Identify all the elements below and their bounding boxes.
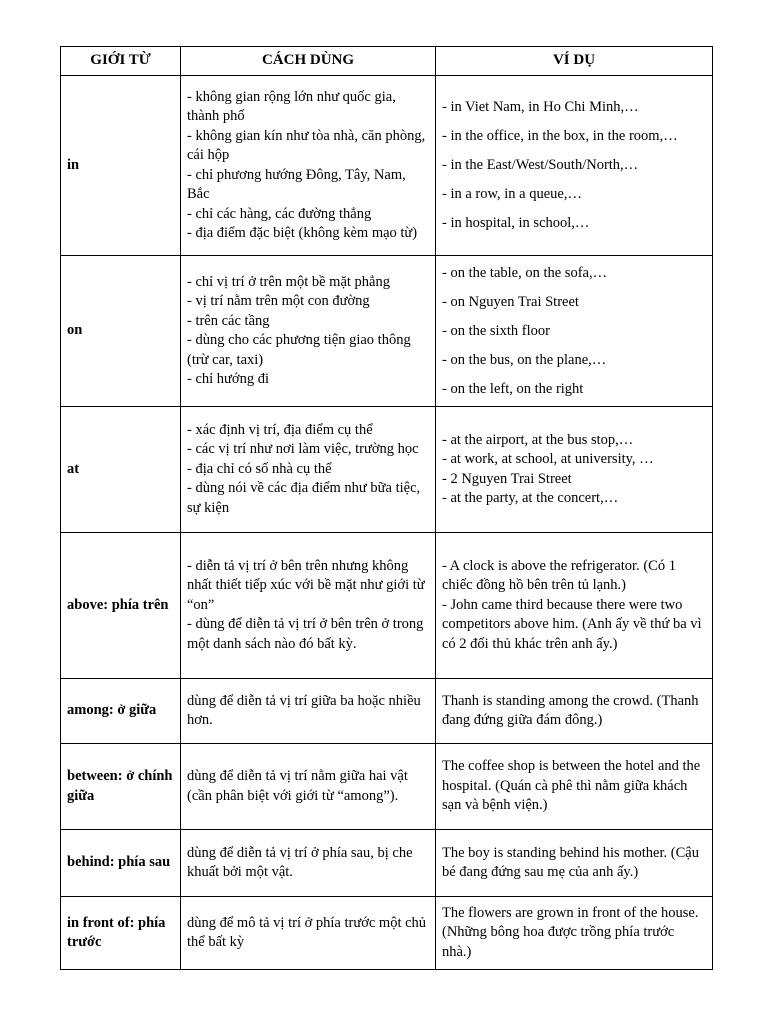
example-line: - 2 Nguyen Trai Street — [442, 470, 572, 487]
table-row — [61, 897, 713, 970]
example-line: Thanh is standing among the crowd. (Thanh đang đứng giữa đám đông.) — [442, 692, 699, 728]
usage-line: - vị trí nằm trên một con đường — [187, 293, 370, 309]
table-row — [61, 256, 713, 407]
header-preposition: GIỚI TỪ — [61, 47, 181, 76]
usage-line: - diễn tả vị trí ở bên trên nhưng không nhất thiết tiếp xúc với bề mặt như giới từ “on” — [187, 557, 425, 613]
usage-cell — [181, 897, 436, 970]
preposition-cell: at — [61, 407, 181, 533]
preposition-cell: in — [61, 76, 181, 256]
preposition-cell: among: ở giữa — [61, 679, 181, 744]
example-cell — [436, 897, 713, 970]
example-line: - A clock is above the refrigerator. (Có 1 chiếc đồng hồ bên trên tủ lạnh.) — [442, 557, 676, 594]
usage-cell — [181, 744, 436, 830]
usage-line: - dùng cho các phương tiện giao thông (trừ car, taxi) — [187, 332, 411, 368]
example-cell — [436, 679, 713, 744]
table-row — [61, 679, 713, 744]
usage-cell — [181, 407, 436, 533]
usage-line: - chỉ vị trí ở trên một bề mặt phẳng — [187, 273, 390, 290]
example-line: - on the sixth floor — [442, 322, 550, 339]
usage-line: - chỉ các hàng, các đường thẳng — [187, 205, 372, 222]
example-line: - in a row, in a queue,… — [442, 186, 582, 202]
example-cell — [436, 830, 713, 897]
table-row — [61, 407, 713, 533]
example-line: The boy is standing behind his mother. (Cậu bé đang đứng sau mẹ của anh ấy.) — [442, 844, 699, 880]
usage-line: - địa điểm đặc biệt (không kèm mạo từ) — [187, 225, 418, 241]
usage-line: - địa chỉ có số nhà cụ thể — [187, 460, 332, 477]
example-cell — [436, 407, 713, 533]
usage-line: - dùng để diễn tả vị trí ở bên trên ở trong một danh sách nào đó bất kỳ. — [187, 616, 424, 652]
header-row — [61, 47, 713, 76]
preposition-cell: behind: phía sau — [61, 830, 181, 897]
example-cell — [436, 533, 713, 679]
usage-cell — [181, 76, 436, 256]
usage-cell — [181, 256, 436, 407]
usage-line: dùng để mô tả vị trí ở phía trước một chủ thể bất kỳ — [187, 914, 427, 950]
header-usage: CÁCH DÙNG — [181, 47, 436, 76]
example-cell — [436, 256, 713, 407]
table-row — [61, 830, 713, 897]
example-line: - on Nguyen Trai Street — [442, 293, 579, 310]
preposition-cell: between: ở chính giữa — [61, 744, 181, 830]
preposition-cell: on — [61, 256, 181, 407]
table-row — [61, 533, 713, 679]
usage-line: dùng để diễn tả vị trí giữa ba hoặc nhiều hơn. — [187, 692, 421, 728]
usage-line: - không gian kín như tòa nhà, căn phòng, cái hộp — [187, 127, 426, 163]
preposition-cell: above: phía trên — [61, 533, 181, 679]
example-line: The coffee shop is between the hotel and the hospital. (Quán cà phê thì nằm giữa khách sạn và bệnh viện.) — [442, 758, 701, 814]
usage-line: - không gian rộng lớn như quốc gia, thành phố — [187, 88, 396, 124]
prepositions-table — [60, 46, 713, 970]
example-line: - in Viet Nam, in Ho Chi Minh,… — [442, 99, 639, 115]
example-line: - in the office, in the box, in the room,… — [442, 128, 678, 144]
example-line: - at the party, at the concert,… — [442, 490, 619, 506]
usage-line: - chỉ hướng đi — [187, 371, 269, 387]
example-line: - in hospital, in school,… — [442, 215, 590, 231]
usage-line: - trên các tầng — [187, 312, 270, 329]
example-line: - on the table, on the sofa,… — [442, 264, 608, 281]
example-cell — [436, 76, 713, 256]
example-line: - on the left, on the right — [442, 380, 584, 397]
table-row — [61, 744, 713, 830]
usage-line: dùng để diễn tả vị trí nằm giữa hai vật (cần phân biệt với giới từ “among”). — [187, 768, 408, 804]
usage-line: - chỉ phương hướng Đông, Tây, Nam, Bắc — [187, 166, 406, 202]
example-cell — [436, 744, 713, 830]
table-row — [61, 76, 713, 256]
example-line: The flowers are grown in front of the house. (Những bông hoa được trồng phía trước nhà.) — [442, 904, 699, 960]
usage-cell — [181, 679, 436, 744]
example-line: - at work, at school, at university, … — [442, 451, 654, 467]
usage-cell — [181, 830, 436, 897]
preposition-cell: in front of: phía trước — [61, 897, 181, 970]
usage-line: - xác định vị trí, địa điểm cụ thể — [187, 421, 373, 438]
header-example: VÍ DỤ — [436, 47, 713, 76]
usage-line: dùng để diễn tả vị trí ở phía sau, bị che khuất bởi một vật. — [187, 844, 413, 880]
usage-line: - dùng nói về các địa điểm như bữa tiệc, sự kiện — [187, 480, 421, 516]
example-line: - John came third because there were two competitors above him. (Anh ấy về thứ ba vì có 2 đối thủ khác trên anh ấy.) — [442, 596, 702, 652]
usage-cell — [181, 533, 436, 679]
example-line: - in the East/West/South/North,… — [442, 157, 639, 173]
example-line: - at the airport, at the bus stop,… — [442, 431, 634, 448]
example-line: - on the bus, on the plane,… — [442, 351, 607, 368]
usage-line: - các vị trí như nơi làm việc, trường học — [187, 441, 419, 458]
